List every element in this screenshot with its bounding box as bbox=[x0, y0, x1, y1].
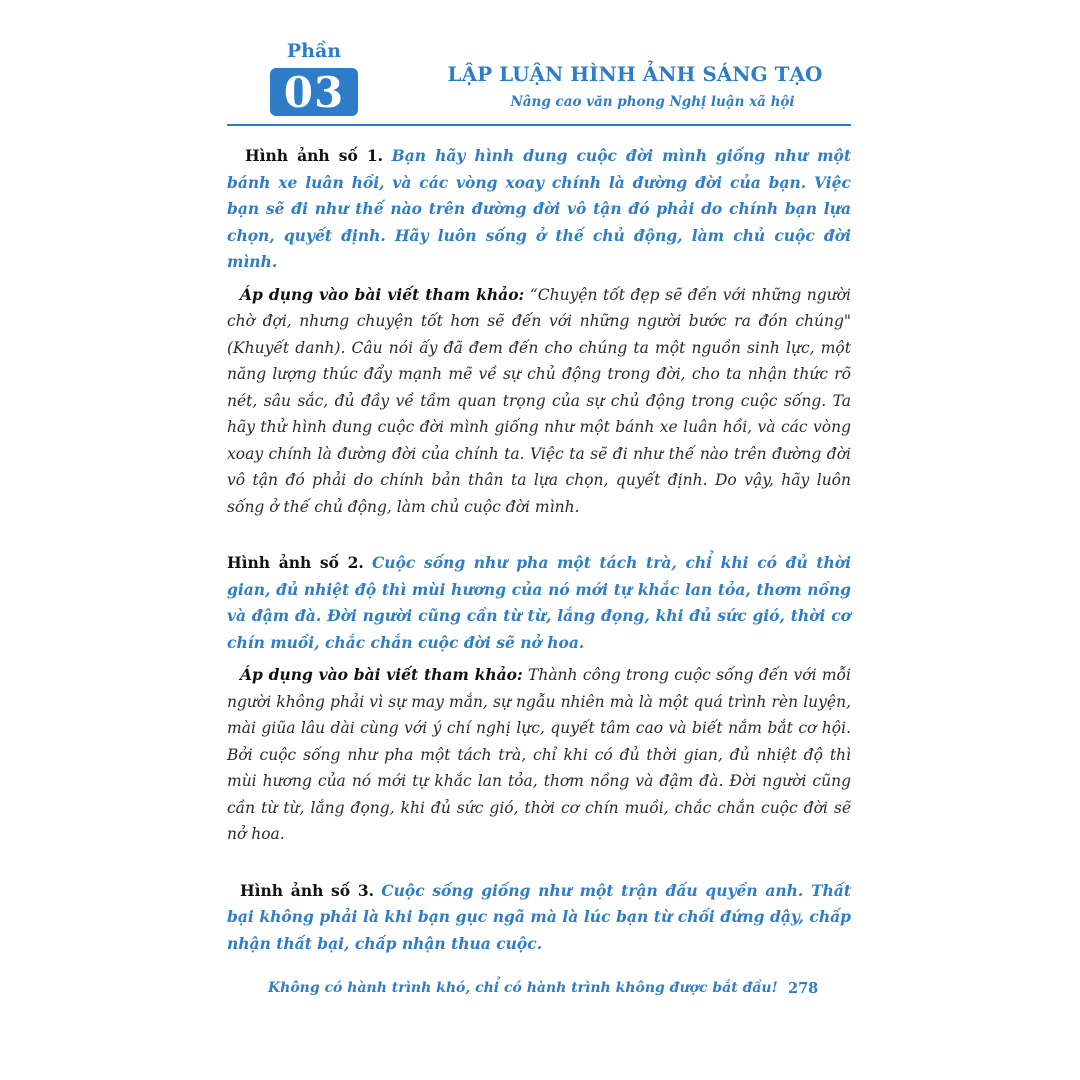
chapter-title: LẬP LUẬN HÌNH ẢNH SÁNG TẠO bbox=[447, 62, 823, 86]
page-number: 278 bbox=[788, 980, 819, 997]
page-content bbox=[227, 143, 851, 957]
chapter-subtitle: Nâng cao văn phong Nghị luận xã hội bbox=[510, 94, 795, 110]
image-1-apply-label: Áp dụng vào bài viết tham khảo: bbox=[240, 284, 525, 304]
image-2-apply-text: Thành công trong cuộc sống đến với mỗi người không phải vì sự may mắn, sự ngẫu nhiên mà là một quá trình rèn luyện, mài giũa lâu dài cùng với ý chí nghị lực, quyết tâm cao và biết nắm bắt cơ hội. Bởi cuộc sống như pha một tách trà, chỉ khi có đủ thời gian, đủ nhiệt độ thì mùi hương của nó mới tự khắc lan tỏa, thơm nồng và đậm đà. Đời người cũng cần từ từ, lắng đọng, khi đủ sức gió, thời cơ chín muồi, chắc chắn cuộc đời sẽ nở hoa. bbox=[227, 666, 851, 843]
image-3-label: Hình ảnh số 3. bbox=[240, 880, 375, 900]
part-label: Phần bbox=[286, 40, 342, 62]
image-1-text: Bạn hãy hình dung cuộc đời mình giống như một bánh xe luân hồi, và các vòng xoay chính là đường đời của bạn. Việc bạn sẽ đi như thế nào trên đường đời vô tận đó phải do chính bạn lựa chọn, quyết định. Hãy luôn sống ở thế chủ động, làm chủ cuộc đời mình. bbox=[227, 146, 852, 271]
image-2-apply-label: Áp dụng vào bài viết tham khảo: bbox=[240, 665, 523, 684]
image-2-text: Cuộc sống như pha một tách trà, chỉ khi có đủ thời gian, đủ nhiệt độ thì mùi hương của nó mới tự khắc lan tỏa, thơm nồng và đậm đà. Đời người cũng cần từ từ, lắng đọng, khi đủ sức gió, thời cơ chín muồi, chắc chắn cuộc đời sẽ nở hoa. bbox=[227, 553, 851, 652]
image-1-label: Hình ảnh số 1. bbox=[245, 146, 384, 165]
image-3-text: Cuộc sống giống như một trận đấu quyền anh. Thất bại không phải là khi bạn gục ngã mà là lúc bạn từ chối đứng dậy, chấp nhận thất bại, chấp nhận thua cuộc. bbox=[227, 880, 852, 953]
footer-slogan: Không có hành trình khó, chỉ có hành trình không được bắt đầu! bbox=[268, 980, 778, 996]
image-1-application bbox=[227, 282, 851, 521]
image-2-label: Hình ảnh số 2. bbox=[227, 553, 364, 572]
image-3-statement bbox=[227, 878, 851, 958]
image-1-apply-text: “Chuyện tốt đẹp sẽ đến với những người chờ đợi, nhưng chuyện tốt hơn sẽ đến với những người bước ra đón chúng" (Khuyết danh). Câu nói ấy đã đem đến cho chúng ta một nguồn sinh lực, một năng lượng thúc đẩy mạnh mẽ về sự chủ động trong đời, cho ta nhận thức rõ nét, sâu sắc, đủ đầy về tầm quan trọng của sự chủ động trong cuộc sống. Ta hãy thử hình dung cuộc đời mình giống như một bánh xe luân hồi, và các vòng xoay chính là đường đời của chính ta. Việc ta sẽ đi như thế nào trên đường đời vô tận đó phải do chính bản thân ta lựa chọn, quyết định. Do vậy, hãy luôn sống ở thế chủ động, làm chủ cuộc đời mình. bbox=[227, 285, 851, 516]
part-number-badge: 03 bbox=[270, 68, 358, 116]
image-1-statement bbox=[227, 143, 851, 276]
image-2-application bbox=[227, 662, 851, 848]
image-2-statement bbox=[227, 550, 851, 656]
header-rule bbox=[227, 124, 851, 126]
